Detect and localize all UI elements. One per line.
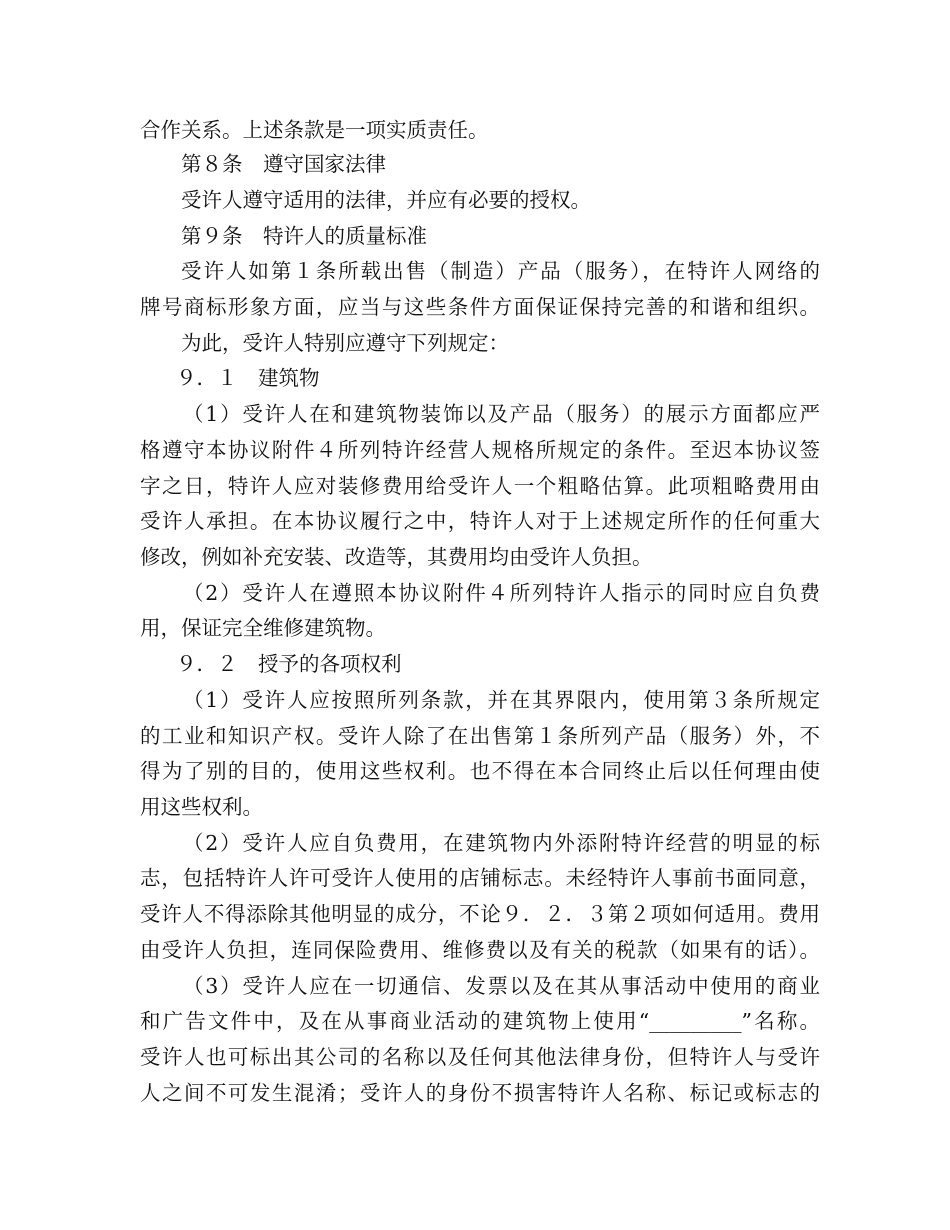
text-line: 受许人也可标出其公司的名称以及任何其他法律身份，但特许人与受许 bbox=[140, 1045, 820, 1069]
text-line: 受许人承担。在本协议履行之中，特许人对于上述规定所作的任何重大 bbox=[140, 509, 820, 533]
text-line: 和广告文件中，及在从事商业活动的建筑物上使用“_________”名称。 bbox=[140, 1009, 820, 1033]
text-line: （3）受许人应在一切通信、发票以及在其从事活动中使用的商业 bbox=[183, 974, 820, 998]
section-heading-9-1: ９．１ 建筑物 bbox=[176, 366, 320, 390]
text-line: （2）受许人在遵照本协议附件４所列特许人指示的同时应自负费 bbox=[183, 581, 820, 605]
text-line: 由受许人负担，连同保险费用、维修费以及有关的税款（如果有的话）。 bbox=[140, 938, 820, 962]
text-line: 受许人不得添除其他明显的成分，不论９．２．３第２项如何适用。费用 bbox=[140, 902, 820, 926]
text-line: 合作关系。上述条款是一项实质责任。 bbox=[140, 118, 489, 142]
text-line: 修改，例如补充安装、改造等，其费用均由受许人负担。 bbox=[140, 545, 653, 569]
text-line: 用这些权利。 bbox=[140, 795, 263, 819]
text-line: （1）受许人在和建筑物装饰以及产品（服务）的展示方面都应严 bbox=[183, 402, 820, 426]
text-line: 志，包括特许人许可受许人使用的店铺标志。未经特许人事前书面同意， bbox=[140, 866, 820, 890]
text-line: （1）受许人应按照所列条款，并在其界限内，使用第３条所规定 bbox=[183, 688, 820, 712]
article-heading-9: 第９条 特许人的质量标准 bbox=[181, 224, 427, 248]
text-line: 受许人遵守适用的法律，并应有必要的授权。 bbox=[181, 188, 591, 212]
text-line: 字之日，特许人应对装修费用给受许人一个粗略估算。此项粗略费用由 bbox=[140, 474, 820, 498]
text-line: 的工业和知识产权。受许人除了在出售第１条所列产品（服务）外，不 bbox=[140, 724, 820, 748]
text-line: 用，保证完全维修建筑物。 bbox=[140, 616, 386, 640]
text-line: 格遵守本协议附件４所列特许经营人规格所规定的条件。至迟本协议签 bbox=[140, 438, 820, 462]
text-line: 人之间不可发生混淆；受许人的身份不损害特许人名称、标记或标志的 bbox=[140, 1081, 820, 1105]
article-heading-8: 第８条 遵守国家法律 bbox=[181, 152, 386, 176]
text-line: 受许人如第１条所载出售（制造）产品（服务），在特许人网络的 bbox=[181, 259, 820, 283]
text-line: （2）受许人应自负费用，在建筑物内外添附特许经营的明显的标 bbox=[183, 831, 820, 855]
section-heading-9-2: ９．２ 授予的各项权利 bbox=[176, 652, 402, 676]
text-line: 得为了别的目的，使用这些权利。也不得在本合同终止后以任何理由使 bbox=[140, 759, 820, 783]
text-line: 为此，受许人特别应遵守下列规定： bbox=[181, 331, 509, 355]
text-line: 牌号商标形象方面，应当与这些条件方面保证保持完善的和谐和组织。 bbox=[140, 295, 820, 319]
